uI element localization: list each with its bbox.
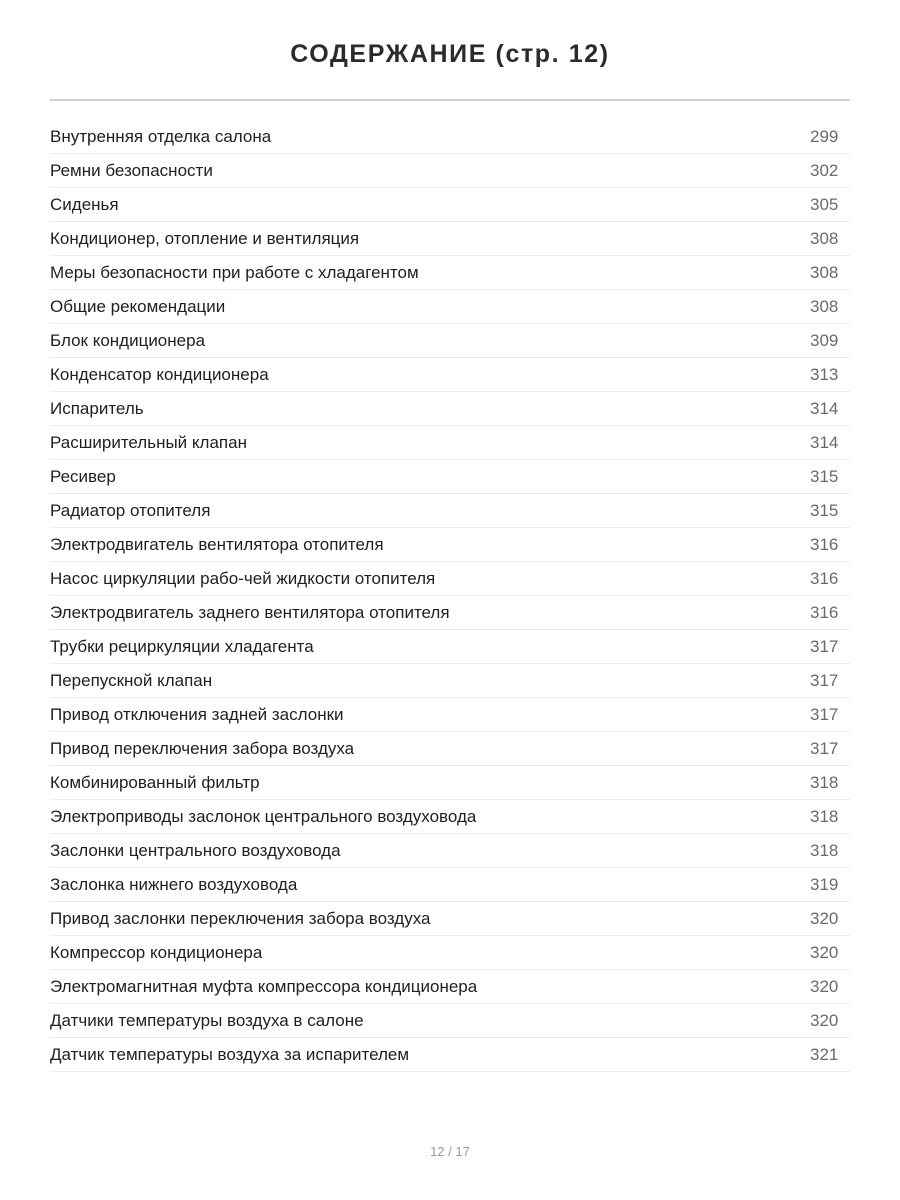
toc-entry-title: Электродвигатель заднего вентилятора отопителя	[50, 602, 450, 622]
toc-entry-title: Перепускной клапан	[50, 670, 213, 690]
toc-entry-page-number: 316	[810, 602, 839, 622]
toc-entry-page-number: 318	[810, 806, 839, 826]
toc-entry-page-number: 315	[810, 466, 839, 486]
toc-entry-title: Блок кондиционера	[50, 330, 206, 350]
toc-entry-page-number: 320	[810, 976, 839, 996]
toc-entry-title: Заслонки центрального воздуховода	[50, 840, 341, 860]
toc-entry-title: Ремни безопасности	[50, 160, 213, 180]
toc-entry[interactable]	[50, 358, 850, 392]
toc-entry-page-number: 309	[810, 330, 839, 350]
toc-entry[interactable]	[50, 528, 850, 562]
toc-entry-page-number: 302	[810, 160, 839, 180]
toc-entry-title: Привод заслонки переключения забора воздуха	[50, 908, 431, 928]
toc-entry[interactable]	[50, 426, 850, 460]
toc-entry-page-number: 317	[810, 704, 839, 724]
toc-entry-title: Электродвигатель вентилятора отопителя	[50, 534, 384, 554]
toc-entry[interactable]	[50, 630, 850, 664]
toc-entry[interactable]	[50, 290, 850, 324]
toc-entry-title: Внутренняя отделка салона	[50, 126, 272, 146]
toc-entry[interactable]	[50, 868, 850, 902]
toc-entry[interactable]	[50, 392, 850, 426]
toc-entry[interactable]	[50, 1004, 850, 1038]
toc-entry[interactable]	[50, 256, 850, 290]
toc-entry-title: Привод отключения задней заслонки	[50, 704, 344, 724]
toc-entry-page-number: 318	[810, 840, 839, 860]
toc-entry[interactable]	[50, 188, 850, 222]
toc-entry-page-number: 299	[810, 126, 839, 146]
toc-entry-title: Электроприводы заслонок центрального воздуховода	[50, 806, 477, 826]
toc-entry[interactable]	[50, 596, 850, 630]
page-indicator: 12 / 17	[430, 1144, 470, 1159]
toc-entry-title: Заслонка нижнего воздуховода	[50, 874, 298, 894]
toc-entry-title: Общие рекомендации	[50, 296, 226, 316]
toc-entry-title: Насос циркуляции рабо-чей жидкости отопителя	[50, 568, 436, 588]
toc-entry-page-number: 318	[810, 772, 839, 792]
toc-entry-title: Радиатор отопителя	[50, 500, 211, 520]
toc-entry-title: Сиденья	[50, 194, 119, 214]
toc-entry-page-number: 319	[810, 874, 839, 894]
toc-entry[interactable]	[50, 664, 850, 698]
toc-entry-title: Датчики температуры воздуха в салоне	[50, 1010, 364, 1030]
toc-entry-page-number: 320	[810, 942, 839, 962]
toc-entry-page-number: 308	[810, 262, 839, 282]
toc-entry-page-number: 320	[810, 1010, 839, 1030]
toc-entry[interactable]	[50, 154, 850, 188]
toc-entry[interactable]	[50, 698, 850, 732]
toc-entry-page-number: 321	[810, 1044, 839, 1064]
toc-entry[interactable]	[50, 324, 850, 358]
toc-entry[interactable]	[50, 766, 850, 800]
toc-entry-page-number: 317	[810, 738, 839, 758]
toc-entry-page-number: 308	[810, 228, 839, 248]
toc-entry-title: Кондиционер, отопление и вентиляция	[50, 228, 360, 248]
toc-entry-page-number: 305	[810, 194, 839, 214]
toc-entry-page-number: 317	[810, 636, 839, 656]
toc-entry-page-number: 316	[810, 534, 839, 554]
toc-entry[interactable]	[50, 562, 850, 596]
toc-entry[interactable]	[50, 936, 850, 970]
toc-entry-title: Датчик температуры воздуха за испарителем	[50, 1044, 410, 1064]
toc-entry-title: Комбинированный фильтр	[50, 772, 260, 792]
toc-entry-page-number: 317	[810, 670, 839, 690]
toc-entry-title: Конденсатор кондиционера	[50, 364, 269, 384]
toc-entry-title: Ресивер	[50, 466, 116, 486]
title-divider	[50, 99, 850, 101]
table-of-contents	[50, 120, 850, 1072]
toc-entry[interactable]	[50, 834, 850, 868]
toc-entry[interactable]	[50, 800, 850, 834]
toc-entry-page-number: 320	[810, 908, 839, 928]
toc-entry[interactable]	[50, 732, 850, 766]
toc-entry-page-number: 314	[810, 432, 839, 452]
toc-entry[interactable]	[50, 460, 850, 494]
toc-entry[interactable]	[50, 1038, 850, 1072]
toc-entry-page-number: 315	[810, 500, 839, 520]
toc-entry[interactable]	[50, 970, 850, 1004]
toc-entry-title: Испаритель	[50, 398, 144, 418]
toc-entry-page-number: 313	[810, 364, 839, 384]
toc-entry-title: Привод переключения забора воздуха	[50, 738, 355, 758]
toc-entry[interactable]	[50, 494, 850, 528]
toc-entry-page-number: 314	[810, 398, 839, 418]
toc-entry-title: Электромагнитная муфта компрессора кондиционера	[50, 976, 478, 996]
toc-entry[interactable]	[50, 120, 850, 154]
toc-entry-page-number: 308	[810, 296, 839, 316]
toc-entry-title: Меры безопасности при работе с хладагентом	[50, 262, 419, 282]
page-title: СОДЕРЖАНИЕ (стр. 12)	[290, 40, 610, 68]
toc-entry[interactable]	[50, 222, 850, 256]
toc-entry[interactable]	[50, 902, 850, 936]
toc-entry-page-number: 316	[810, 568, 839, 588]
toc-entry-title: Трубки рециркуляции хладагента	[50, 636, 314, 656]
toc-entry-title: Компрессор кондиционера	[50, 942, 263, 962]
toc-entry-title: Расширительный клапан	[50, 432, 247, 452]
